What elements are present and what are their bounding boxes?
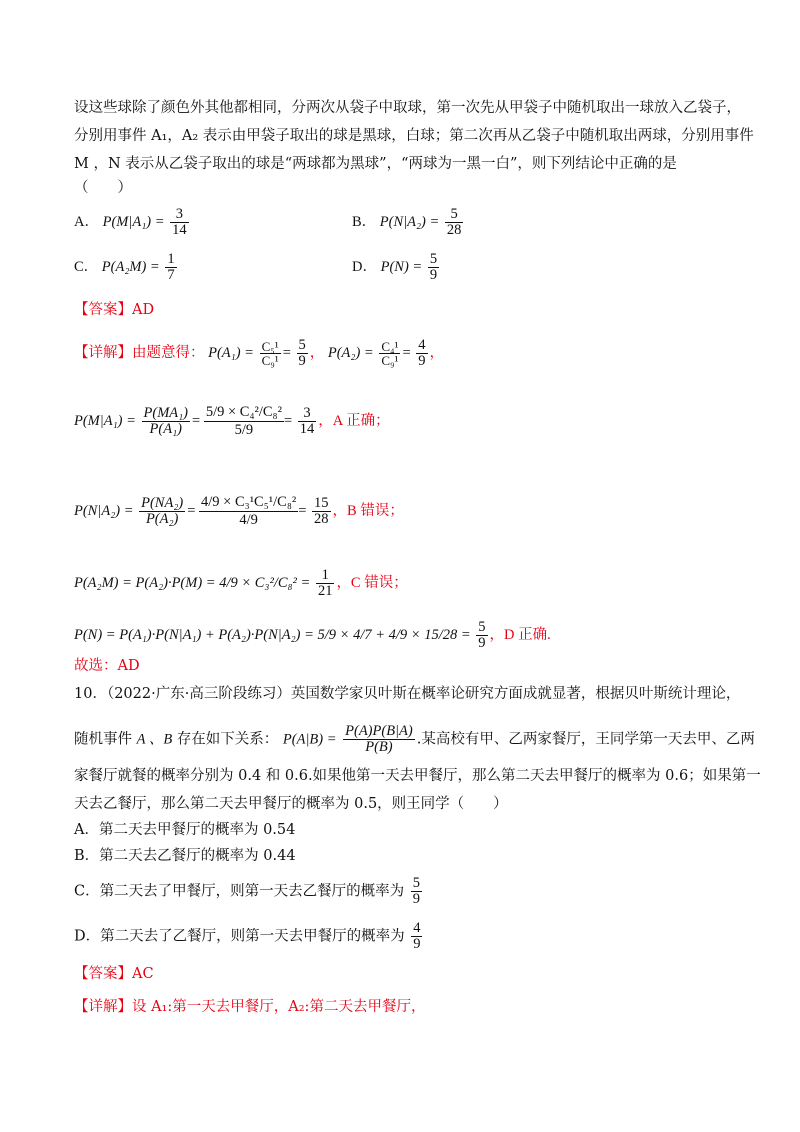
numerator: 5: [412, 875, 420, 891]
q10-stem-line-3: 家餐厅就餐的概率分别为 0.4 和 0.6.如果他第一天去甲餐厅，那么第二天去甲餐厅的概率为 0.6；如果第一: [74, 768, 761, 784]
q9-stem-line-2: 分别用事件 A₁，A₂ 表示由甲袋子取出的球是黑球，白球；第二次再从乙袋子中随机取出两球，分别用事件: [74, 128, 754, 144]
q9-stem-line-3: M ，N 表示从乙袋子取出的球是“两球都为黑球”，“两球为一黑一白”，则下列结论中正确的是: [74, 156, 677, 172]
denominator: 9: [298, 353, 306, 370]
q9-option-a: [74, 207, 191, 238]
q10-stem-line-1: 10．（2022·广东·高三阶段练习）英国数学家贝叶斯在概率论研究方面成就显著，根据贝叶斯统计理论，: [74, 686, 741, 702]
fraction: [297, 338, 308, 369]
denominator: 5/9: [234, 422, 254, 439]
compound-fraction: [199, 495, 298, 528]
events: A 、B: [136, 731, 173, 748]
option-letter: D．: [352, 259, 377, 276]
fraction: [411, 876, 422, 907]
option-text: C．第二天去了甲餐厅，则第一天去乙餐厅的概率为: [74, 883, 405, 900]
q9-answer: [74, 300, 154, 320]
answer-value: AD: [132, 302, 155, 318]
expr: P(A₁) =: [208, 345, 254, 362]
verdict: ，A 正确；: [318, 413, 390, 430]
numerator: 5: [445, 207, 464, 223]
denominator: P(A₁): [149, 421, 182, 438]
detail-tag: 【详解】: [74, 999, 132, 1015]
verdict: ，C 错误；: [336, 575, 408, 592]
numerator: 4: [413, 920, 421, 936]
numerator: 5: [478, 619, 486, 635]
q10-option-d: [74, 921, 424, 952]
q9-detail-line-4: [74, 568, 408, 599]
option-expr: P(A₂M) =: [101, 259, 160, 276]
numerator: 3: [170, 207, 189, 223]
fraction: [298, 406, 317, 437]
q10-stem-line-4: 天去乙餐厅，那么第二天去甲餐厅的概率为 0.5，则王同学（ ）: [74, 796, 508, 812]
q10-option-c: [74, 876, 424, 907]
denominator: 9: [412, 891, 420, 908]
q9-option-d: [352, 252, 441, 283]
numerator: P(NA₂): [141, 495, 184, 511]
detail-tag: 【详解】: [74, 345, 132, 362]
numerator: C₅¹: [261, 338, 279, 354]
numerator: C₄¹: [381, 338, 399, 354]
option-fraction: [165, 252, 176, 283]
numerator: 4/9 × C₃¹C₅¹/C₈²: [199, 495, 298, 512]
detail-text: 设 A₁:第一天去甲餐厅，A₂:第二天去甲餐厅，: [132, 999, 426, 1015]
q10-stem-line-2: [74, 724, 755, 755]
verdict: ，D 正确.: [489, 627, 551, 644]
numerator: 1: [316, 568, 335, 584]
denominator: 14: [172, 222, 187, 239]
q10-answer: [74, 964, 154, 984]
bayes-fraction: [343, 724, 415, 755]
denominator: P(A₂): [145, 511, 179, 528]
numerator: P(MA₁): [143, 405, 189, 421]
denominator: 28: [446, 222, 462, 239]
fraction: [312, 496, 331, 527]
numerator: 15: [314, 495, 329, 511]
q9-detail-line-1: 【详解】由题意得： P(A₁) = $\frac{\text{C₅¹}}{\text{C₉¹}}$ = $\frac{5}{9}$ ， P(A₂) = $\frac{\text{C₄¹}}{\text{C₉¹}}$ = $\frac{4}{9}$ ，: [74, 337, 444, 370]
numerator: 5: [429, 251, 438, 267]
q9-stem-line-1: 设这些球除了颜色外其他都相同，分两次从袋子中取球，第一次先从甲袋子中随机取出一球放入乙袋子，: [74, 100, 741, 116]
denominator: 28: [314, 511, 329, 528]
text: .某高校有甲、乙两家餐厅，王同学第一天去甲、乙两: [416, 731, 755, 748]
denominator: C₉¹: [261, 353, 279, 369]
expr: P(N) = P(A₁)·P(N|A₁) + P(A₂)·P(N|A₂) = 5/9 × 4/7 + 4/9 × 15/28 =: [74, 627, 471, 644]
formula-lhs: P(A|B) =: [282, 731, 337, 748]
denominator: 7: [167, 267, 175, 284]
q9-detail-line-3: P(N|A₂) = $\frac{\text{P(NA₂)}}{\text{P(A₂)}}$ = $\frac{\text{4/9 × C₃¹C₅¹/C₈²}}{4/9}$ = $\frac{15}{28}$ ，B 错误；: [74, 494, 404, 529]
denominator: 14: [299, 421, 315, 438]
denominator: 9: [478, 635, 486, 652]
option-letter: B．: [352, 214, 377, 231]
text: 存在如下关系：: [176, 731, 279, 748]
q9-detail-line-5: [74, 620, 551, 651]
answer-value: AC: [132, 966, 154, 982]
fraction: [416, 338, 427, 369]
option-letter: C．: [74, 259, 99, 276]
q9-option-b: [352, 207, 465, 238]
separator: ，: [429, 345, 444, 362]
answer-tag: 【答案】: [74, 302, 132, 318]
fraction: [411, 921, 422, 952]
fraction: [142, 406, 191, 437]
denominator: 9: [418, 353, 426, 370]
denominator: 9: [429, 267, 438, 284]
numerator: 3: [298, 406, 317, 422]
numerator: 5: [298, 337, 306, 353]
denominator: C₉¹: [381, 353, 399, 369]
expr: P(N|A₂) =: [74, 503, 134, 520]
option-fraction: [170, 207, 189, 238]
expr: P(A₂M) = P(A₂)·P(M) = 4/9 × C₃²/C₈² =: [74, 575, 311, 592]
q10-detail: [74, 997, 425, 1017]
option-fraction: [445, 207, 464, 238]
detail-intro: 由题意得：: [132, 345, 205, 362]
denominator: 21: [317, 583, 333, 600]
numerator: P(A)P(B|A): [345, 723, 413, 739]
denominator: P(B): [365, 739, 393, 756]
fraction: [476, 620, 487, 651]
text: 随机事件: [74, 731, 132, 748]
option-text: D．第二天去了乙餐厅，则第一天去甲餐厅的概率为: [74, 928, 405, 945]
denominator: 4/9: [239, 512, 258, 529]
q9-option-c: [74, 252, 179, 283]
fraction: [379, 340, 400, 368]
numerator: 5/9 × C₄²/C₈²: [204, 405, 284, 422]
verdict: ，B 错误；: [332, 503, 404, 520]
fraction: [316, 568, 335, 599]
q9-detail-line-2: P(M|A₁) = $\frac{\text{P(MA₁)}}{\text{P(A₁)}}$ = $\frac{\text{5/9 × C₄²/C₈²}}{5/9}$ = $\frac{3}{14}$ ，A 正确；: [74, 404, 390, 439]
option-expr: P(N) =: [380, 259, 423, 276]
q9-conclusion: 故选：AD: [74, 658, 140, 674]
option-fraction: [428, 252, 439, 283]
answer-tag: 【答案】: [74, 966, 132, 982]
numerator: 4: [418, 337, 426, 353]
separator: ，: [309, 345, 325, 362]
option-letter: A．: [74, 214, 99, 231]
q10-option-b: B．第二天去乙餐厅的概率为 0.44: [74, 848, 296, 864]
option-expr: P(N|A₂) =: [379, 214, 440, 231]
q9-paren: （ ）: [74, 180, 132, 196]
fraction: [139, 496, 185, 527]
numerator: 1: [167, 251, 175, 267]
expr: P(A₂) =: [327, 345, 374, 362]
expr: P(M|A₁) =: [74, 413, 136, 430]
denominator: 9: [413, 936, 421, 953]
compound-fraction: [204, 405, 284, 438]
q10-option-a: A．第二天去甲餐厅的概率为 0.54: [74, 822, 296, 838]
fraction: [260, 340, 281, 368]
option-expr: P(M|A₁) =: [102, 214, 165, 231]
